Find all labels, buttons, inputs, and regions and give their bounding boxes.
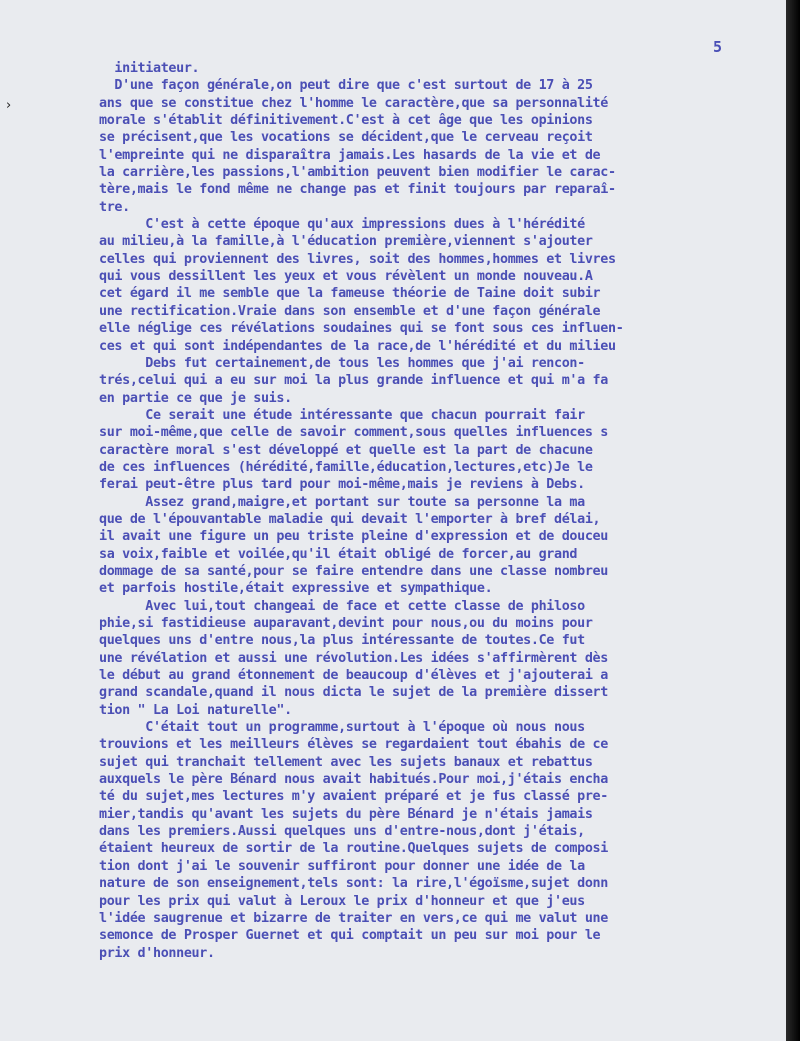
text-line: ferai peut-être plus tard pour moi-même,mais je reviens à Debs. xyxy=(99,477,585,493)
text-line: une révélation et aussi une révolution.Les idées s'affirmèrent dès xyxy=(99,650,608,666)
text-line: caractère moral s'est développé et quelle est la part de chacune xyxy=(99,442,593,458)
page-edge-shadow xyxy=(786,0,800,1041)
text-line: C'était tout un programme,surtout à l'époque où nous nous xyxy=(99,720,585,736)
text-line: té du sujet,mes lectures m'y avaient préparé et je fus classé pre- xyxy=(99,789,608,805)
text-line: quelques uns d'entre nous,la plus intéressante de toutes.Ce fut xyxy=(99,633,585,649)
text-line: tion " La Loi naturelle". xyxy=(99,702,292,718)
text-line: mier,tandis qu'avant les sujets du père Bénard je n'étais jamais xyxy=(99,806,593,822)
text-line: sujet qui tranchait tellement avec les sujets banaux et rebattus xyxy=(99,754,593,770)
text-line: grand scandale,quand il nous dicta le sujet de la première dissert xyxy=(99,685,608,701)
page-number: 5 xyxy=(713,38,723,56)
text-line: ans que se constitue chez l'homme le caractère,que sa personnalité xyxy=(99,95,608,111)
text-line: l'idée saugrenue et bizarre de traiter en vers,ce qui me valut une xyxy=(99,910,608,926)
text-line: celles qui proviennent des livres, soit des hommes,hommes et livres xyxy=(99,251,616,267)
text-line: tère,mais le fond même ne change pas et finit toujours par reparaî- xyxy=(99,182,616,198)
text-line: dans les premiers.Aussi quelques uns d'entre-nous,dont j'étais, xyxy=(99,824,585,840)
text-line: qui vous dessillent les yeux et vous révèlent un monde nouveau.A xyxy=(99,269,593,285)
text-line: trés,celui qui a eu sur moi la plus grande influence et qui m'a fa xyxy=(99,373,608,389)
text-line: Debs fut certainement,de tous les hommes que j'ai rencon- xyxy=(99,355,585,371)
text-line: Assez grand,maigre,et portant sur toute sa personne la ma xyxy=(99,494,585,510)
text-line: phie,si fastidieuse auparavant,devint pour nous,ou du moins pour xyxy=(99,616,593,631)
text-line: trouvions et les meilleurs élèves se regardaient tout ébahis de ce xyxy=(99,737,608,753)
text-line: C'est à cette époque qu'aux impressions dues à l'hérédité xyxy=(99,217,585,233)
text-line: D'une façon générale,on peut dire que c'est surtout de 17 à 25 xyxy=(99,78,593,94)
text-line: cet égard il me semble que la fameuse théorie de Taine doit subir xyxy=(99,286,601,302)
text-line: l'empreinte qui ne disparaîtra jamais.Les hasards de la vie et de xyxy=(99,147,601,163)
text-line: prix d'honneur. xyxy=(99,945,215,961)
text-line: auxquels le père Bénard nous avait habitués.Pour moi,j'étais encha xyxy=(99,772,608,788)
text-line: de ces influences (hérédité,famille,éducation,lectures,etc)Je le xyxy=(99,459,593,475)
margin-mark: › xyxy=(6,98,12,113)
text-line: et parfois hostile,était expressive et sympathique. xyxy=(99,581,493,597)
text-line: morale s'établit définitivement.C'est à cet âge que les opinions xyxy=(99,113,593,129)
text-line: sa voix,faible et voilée,qu'il était obligé de forcer,au grand xyxy=(99,546,578,562)
text-line: la carrière,les passions,l'ambition peuvent bien modifier le carac- xyxy=(99,165,616,181)
text-line: il avait une figure un peu triste pleine d'expression et de douceu xyxy=(99,529,608,545)
text-line: elle néglige ces révélations soudaines qui se font sous ces influen- xyxy=(99,321,624,337)
text-line: le début au grand étonnement de beaucoup d'élèves et j'ajouterai a xyxy=(99,668,608,684)
text-line: tre. xyxy=(99,199,130,215)
text-line: que de l'épouvantable maladie qui devait l'emporter à bref délai, xyxy=(99,511,601,527)
typed-text-body xyxy=(99,60,779,962)
text-line: Avec lui,tout changeai de face et cette classe de philoso xyxy=(99,598,585,614)
text-line: se précisent,que les vocations se décident,que le cerveau reçoit xyxy=(99,130,593,146)
text-line: étaient heureux de sortir de la routine.Quelques sujets de composi xyxy=(99,841,608,857)
text-line: sur moi-même,que celle de savoir comment,sous quelles influences s xyxy=(99,425,608,441)
text-line: une rectification.Vraie dans son ensemble et d'une façon générale xyxy=(99,303,601,319)
text-line: nature de son enseignement,tels sont: la rire,l'égoïsme,sujet donn xyxy=(99,876,608,892)
text-line: au milieu,à la famille,à l'éducation première,viennent s'ajouter xyxy=(99,234,593,250)
text-line: tion dont j'ai le souvenir suffiront pour donner une idée de la xyxy=(99,858,585,874)
text-line: en partie ce que je suis. xyxy=(99,390,292,406)
text-line: dommage de sa santé,pour se faire entendre dans une classe nombreu xyxy=(99,563,608,579)
text-line: Ce serait une étude intéressante que chacun pourrait fair xyxy=(99,407,585,423)
text-line: pour les prix qui valut à Leroux le prix d'honneur et que j'eus xyxy=(99,893,585,909)
text-line: ces et qui sont indépendantes de la race,de l'hérédité et du milieu xyxy=(99,338,616,354)
text-line: initiateur. xyxy=(99,61,200,76)
text-line: semonce de Prosper Guernet et qui comptait un peu sur moi pour le xyxy=(99,928,601,944)
